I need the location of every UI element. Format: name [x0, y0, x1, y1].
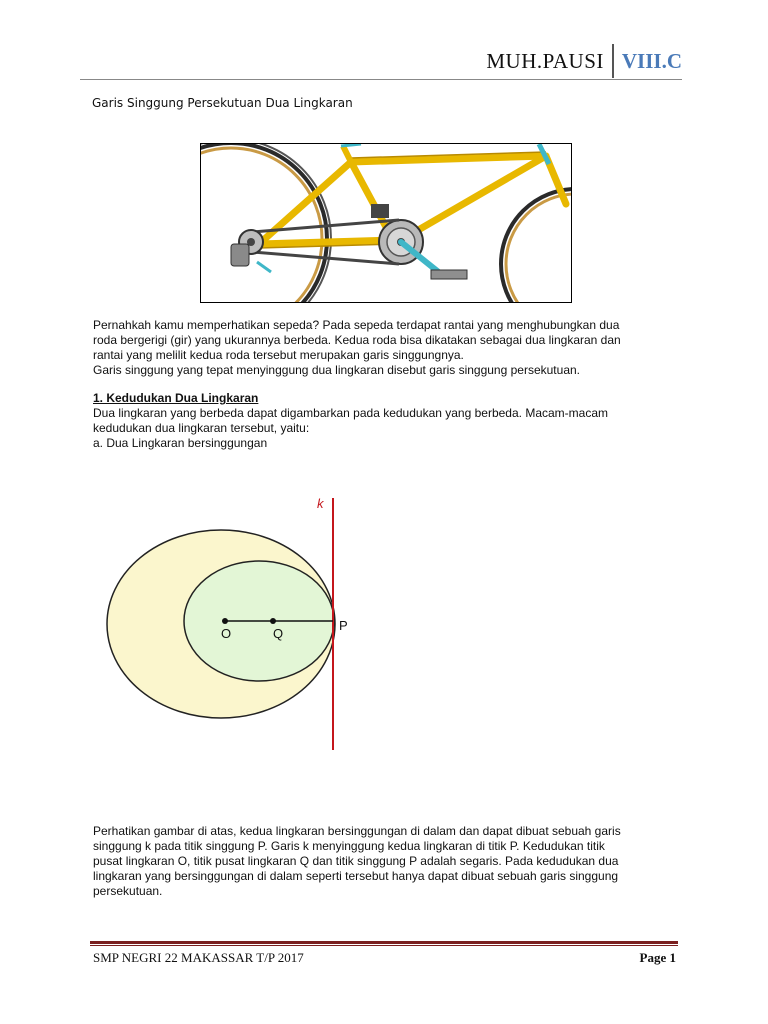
explanation-line: singgung k pada titik singgung P. Garis k menyinggung kedua lingkaran di titik P. Kedudukan titik: [93, 839, 605, 853]
intro-line: rantai yang melilit kedua roda tersebut merupakan garis singgungnya.: [93, 348, 464, 362]
page-header: [486, 44, 682, 78]
footer-divider-thin: [90, 945, 678, 946]
bicycle-image: [200, 143, 572, 303]
section-kedudukan: [93, 391, 683, 451]
point-o: [222, 618, 228, 624]
label-k: k: [317, 496, 324, 511]
footer-school: SMP NEGRI 22 MAKASSAR T/P 2017: [93, 950, 304, 965]
explanation-line: persekutuan.: [93, 884, 163, 898]
footer-divider: [90, 941, 678, 944]
section-line: kedudukan dua lingkaran tersebut, yaitu:: [93, 421, 310, 435]
intro-line: Pernahkah kamu memperhatikan sepeda? Pada sepeda terdapat rantai yang menghubungkan dua: [93, 318, 620, 332]
tangent-circles-figure: [100, 490, 380, 760]
explanation-line: Perhatikan gambar di atas, kedua lingkaran bersinggungan di dalam dan dapat dibuat sebuah garis: [93, 824, 621, 838]
label-q: Q: [273, 626, 284, 641]
document-title: Garis Singgung Persekutuan Dua Lingkaran: [92, 96, 353, 110]
label-o: O: [221, 626, 232, 641]
intro-line: Garis singgung yang tepat menyinggung dua lingkaran disebut garis singgung persekutuan.: [93, 363, 580, 377]
page-number: Page 1: [639, 950, 676, 965]
section-line: a. Dua Lingkaran bersinggungan: [93, 436, 268, 450]
section-heading: 1. Kedudukan Dua Lingkaran: [93, 391, 259, 405]
class-label: VIII.C: [621, 48, 682, 73]
explanation-line: lingkaran yang bersinggungan di dalam seperti tersebut hanya dapat dibuat sebuah garis singgung: [93, 869, 619, 883]
explanation-paragraph: [93, 824, 683, 899]
intro-paragraph: [93, 318, 683, 378]
explanation-line: pusat lingkaran O, titik pusat lingkaran Q dan titik singgung P adalah segaris. Pada kedudukan dua: [93, 854, 619, 868]
intro-line: roda bergerigi (gir) yang ukurannya berbeda. Kedua roda bisa dikatakan sebagai dua lingkaran dan: [93, 333, 621, 347]
header-divider: [80, 79, 682, 80]
point-q: [270, 618, 276, 624]
author-name: MUH.PAUSI: [486, 48, 604, 73]
section-line: Dua lingkaran yang berbeda dapat digambarkan pada kedudukan yang berbeda. Macam-macam: [93, 406, 608, 420]
label-p: P: [339, 618, 348, 633]
